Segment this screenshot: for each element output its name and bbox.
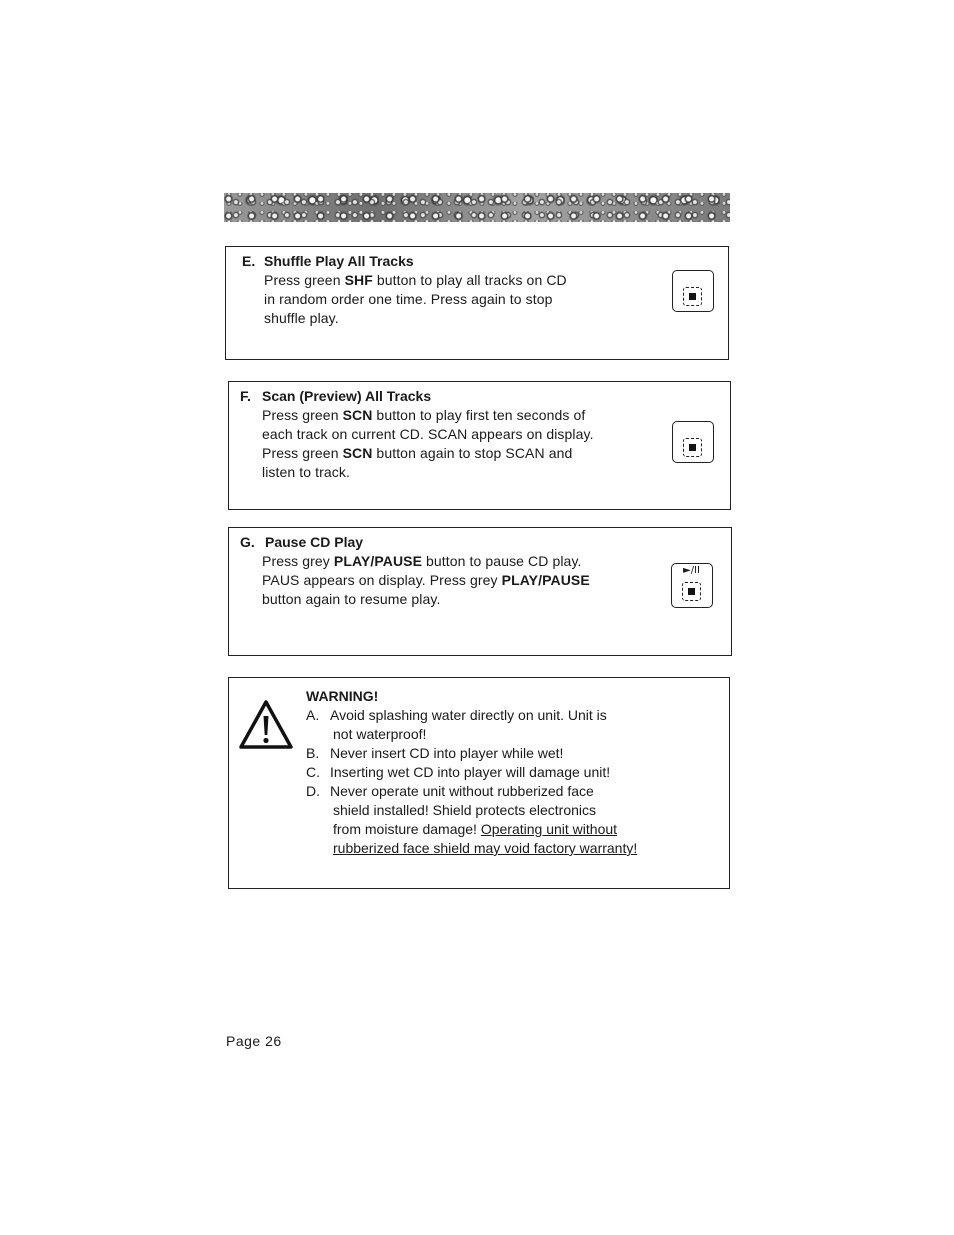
play-pause-button-icon: ►/II (671, 563, 713, 608)
list-item: B. Never insert CD into player while wet! (306, 745, 564, 761)
stop-square-button-icon (672, 270, 714, 312)
warning-title: WARNING! (306, 688, 379, 704)
section-pause-play: G. Pause CD Play Press grey PLAY/PAUSE button to pause CD play. PAUS appears on display. Press grey PLAY/PAUSE button again to resume play. ►/II (228, 527, 732, 656)
section-heading: F. Scan (Preview) All Tracks (240, 388, 432, 404)
section-heading: E. Shuffle Play All Tracks (242, 253, 414, 269)
warning-box (228, 677, 730, 889)
header-banner (224, 193, 730, 222)
list-item: D. Never operate unit without rubberized face (306, 783, 594, 799)
section-heading: G. Pause CD Play (240, 534, 364, 550)
page-number: Page 26 (226, 1033, 282, 1049)
stop-square-button-icon (672, 421, 714, 463)
list-item: A. Avoid splashing water directly on unit. Unit is (306, 707, 607, 723)
section-scan-tracks: F. Scan (Preview) All Tracks Press green SCN button to play first ten seconds of each track on current CD. SCAN appears on display. Press green SCN button again to stop SCAN and listen to track. (228, 381, 731, 510)
warning-triangle-icon (238, 699, 294, 751)
list-item: C. Inserting wet CD into player will damage unit! (306, 764, 611, 780)
warning-list: A. Avoid splashing water directly on unit. Unit is not waterproof! B. Never insert CD into player while wet! C. Inserting wet CD into player will damage unit! D. Never operate unit without rubberized face shield installed! Shield protects electronics from moisture damage! Operating unit without rubberized face shield may void factory warranty! (306, 707, 638, 856)
section-shuffle-play: E. Shuffle Play All Tracks Press green SHF button to play all tracks on CD in random order one time. Press again to stop shuffle play. (225, 246, 729, 360)
